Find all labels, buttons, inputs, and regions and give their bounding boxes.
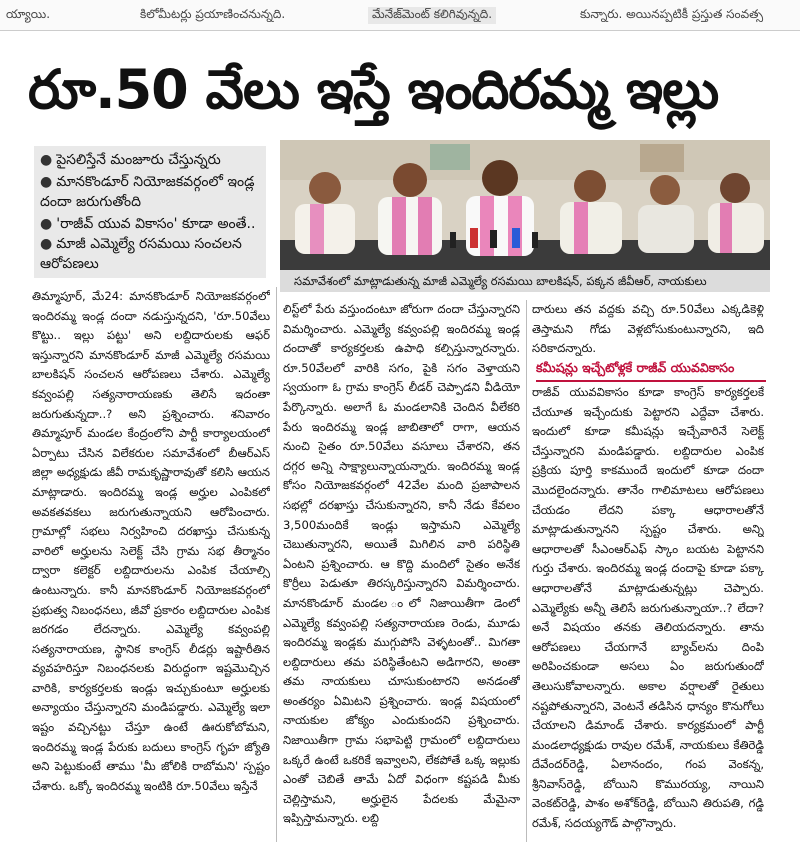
bullet-item: ● 'రాజీవ్ యువ వికాసం' కూడా అంతే.. ● మాజీ ఎమ్మెల్యే రసమయి సంచలన ఆరోపణలు — [40, 216, 256, 272]
article-text: తిమ్మాపూర్, మే24: మానకొండూర్ నియోజకవర్గంలో ఇందిరమ్మ ఇండ్ల దందా నడుస్తున్నదని, 'రూ.50వేలు కొట్టు.. ఇల్లు పట్టు' అని లబ్దిదారులకు ఆఫర్ ఇస్తున్నారని మానకొండూర్ మాజీ ఎమ్మెల్యే రసమయి బాలకిషన్ సంచలన ఆరోపణలు చేశారు. ఎమ్మెల్యే కవ్వంపల్లి సత్యనారాయణకు తెలిసే ఇదంతా జరుగుతున్నదా..? అని ప్రశ్నించారు. శనివారం తిమ్మాపూర్ మండల కేంద్రంలోని పార్టీ కార్యాలయంలో ఏర్పాటు చేసిన విలేకరుల సమావేశంలో బీఆర్ఎస్ జిల్లా అధ్యక్షుడు జీవీ రామకృష్ణారావుతో కలిసి ఆయన మాట్లాడారు. ఇందిరమ్మ ఇండ్ల అర్హుల ఎంపికలో అవకతవకలు జరుగుతున్నాయని ఆరోపించారు. గ్రామాల్లో సభలు నిర్వహించి దరఖాస్తు చేసుకున్న వారిలో అర్హులను సెలెక్ట్ చేసి గ్రామ సభ తీర్మానం ద్వారా కలెక్టర్ లబ్దిదారులను ఎంపిక చేయాల్సి ఉంటున్నారు. కానీ మానకొండూర్ నియోజకవర్గంలో ప్రభుత్వ నిబంధనలు, జీవో ప్రకారం లబ్దిదారుల ఎంపిక జరగడం లేదన్నారు. ఎమ్మెల్యే కవ్వంపల్లి సత్యనారాయణ, స్థానిక కాంగ్రెస్ లీడర్లు ఇష్టారీతిన వ్యవహరిస్తూ నిబంధనలకు విరుద్ధంగా ఇష్టమొచ్చిన వారికి, కార్యకర్తలకు ఇండ్లు ఇచ్చుకుంటూ అర్హులకు అన్యాయం చేస్తున్నారని మండిపడ్డారు. ఎమ్మెల్యే ఇలా ఇష్టం వచ్చినట్టు చేస్తూ ఉంటే ఊరుకోబోమని, ఇందిరమ్మ ఇండ్ల పేరుకు బదులు కాంగ్రెస్ గృహ జ్యోతి అని పెట్టుకుంటే తాము 'మీ జోలికి రాబోమని' స్పష్టం చేశారు. ఒక్కో ఇందిరమ్మ ఇంటికి రూ.50వేలు ఇస్తేనే — [32, 289, 270, 793]
bullet-item: ● పైసలిస్తేనే మంజూరు చేస్తున్నరు — [40, 152, 221, 168]
bullet-item: ● మానకొండూర్ నియోజకవర్గంలో ఇండ్ల దందా జరుగుతోంది — [40, 174, 255, 210]
article-column-1 — [32, 287, 270, 842]
highlight-box — [34, 146, 266, 278]
subheading: కమీషన్లు ఇచ్చేటోళ్లకే రాజీవ్ యువవికాసం — [536, 360, 735, 375]
press-meet-photo — [280, 140, 770, 270]
bullet-icon: ● — [40, 236, 53, 252]
article-text: లిస్ట్‌లో పేరు వస్తుందంటూ జోరుగా దందా చేస్తున్నారని విమర్శించారు. ఎమ్మెల్యే కవ్వంపల్లి ఇందిరమ్మ ఇండ్ల దందాతో కార్యకర్తలకు ఉపాధి కల్పిస్తున్నారన్నారు. రూ.50వేలలో వారికి సగం, పైకి సగం వెళ్తాయని స్వయంగా ఓ గ్రామ కాంగ్రెస్ లీడర్ చెప్పాడని వీడియో పేర్కొన్నారు. అలాగే ఓ మండలానికి చెందిన వీలేకరి పేరు ఇందిరమ్మ ఇండ్ల జాబితాలో రాగా, ఆయన నుంచి సైతం రూ.50వేలు వసూలు చేశారని, తన దగ్గర అన్ని సాక్ష్యాలున్నాయన్నారు. ఇందిరమ్మ ఇండ్ల కోసం నియోజకవర్గంలో 42వేల మంది ప్రజాపాలన సభల్లో దరఖాస్తు చేసుకున్నారని, కానీ నేడు కేవలం 3,500మందికే ఇండ్లు ఇస్తామని ఎమ్మెల్యే చెబుతున్నారని, అయితే మిగిలిన వారి పరిస్థితి ఏంటని ప్రశ్నించారు. ఆ కొద్ది మందిలో సైతం అనేక కొర్రీలు పెడుతూ తిరస్కరిస్తున్నారని విమర్శించారు. మానకొండూర్ మండల ంలో నిజాయితీగా డెంలో ఎమ్మెల్యే కవ్వంపల్లి సత్యనారాయణ రెండు, మూడు ఇందిరమ్మ ఇండ్లకు ముగ్గుపోసి వెళ్ళటంతో.. మిగతా లబ్దిదారులు తమ పరిస్థితేంటని అడిగారని, అంతా తమ నాయకులు చూసుకుంటారని అనడంతో అంతర్యం ఏమిటని ప్రశ్నించారు. ఇండ్ల విషయంలో నాయకుల జోక్యం ఎందుకుందని ప్రశ్నించారు. నిజాయితీగా గ్రామ సభాపెట్టి గ్రామంలో లబ్దిదారులు ఒక్కరే ఉంటే ఒకరికే ఇవ్వాలని, లేకపోతే ఒక్క ఇల్లుకు ఎంతో చెబితే తామే ఏదో విధంగా కష్టపడి మీకు చెల్లిస్తామని, అర్హులైన పేదలకు మేమైనా ఇప్పిస్తామన్నారు. లబ్ది — [283, 302, 520, 826]
bullet-icon: ● — [40, 174, 53, 190]
article-column-2 — [283, 300, 520, 842]
subheading-underline — [536, 380, 766, 382]
article-text: దారులు తన వద్దకు వచ్చి రూ.50వేలు ఎక్కడికెళ్లి తెస్తామని గోడు వెళ్లబోసుకుంటున్నారని, ఇది సరికాదన్నారు. — [532, 302, 764, 356]
top-strip — [0, 0, 800, 31]
strip-text-1: య్యాయి. — [6, 7, 51, 21]
column-divider — [526, 300, 527, 842]
column-divider — [276, 287, 277, 842]
headline: రూ.50 వేలు ఇస్తే ఇందిరమ్మ ఇల్లు — [28, 58, 719, 121]
strip-text-2: కిలోమీటర్లు ప్రయాణించనున్నది. — [140, 7, 286, 21]
photo-illustration — [280, 140, 770, 270]
bullet-icon: ● — [40, 216, 53, 232]
photo-caption: సమావేశంలో మాట్లాడుతున్న మాజీ ఎమ్మెల్యే రసమయి బాలకిషన్, పక్కన జీవీఆర్, నాయకులు — [280, 270, 770, 292]
article-text: రాజీవ్ యువవికాసం కూడా కాంగ్రెస్ కార్యకర్తలకే చేయూత ఇచ్చేందుకు పెట్టారని ఎద్దేవా చేశారు. ఇందులో కూడా కమీషన్లు ఇచ్చేవారినే సెలెక్ట్ చేస్తున్నారని మండిపడ్డారు. లబ్దిదారుల ఎంపిక ప్రక్రియ పూర్తి కాకముందే ఇందులో కూడా దందా మొదలైందన్నారు. తానేం గాలిమాటలు ఆరోపణలు చేయడం లేదని పక్కా ఆధారాలతోనే మాట్లాడుతున్నానని స్పష్టం చేశారు. అన్ని ఆధారాలతో సీఎంఆర్ఎఫ్ స్కాం బయట పెట్టానని గుర్తు చేశారు. ఇందిరమ్మ ఇండ్ల దందాపై కూడా పక్కా ఆధారాలతోనే మాట్లాడుతున్నట్లు చెప్పారు. ఎమ్మెల్యేకు అన్నీ తెలిసే జరుగుతున్నాయా..? లేదా? అనే విషయం తనకు తెలియదన్నారు. తాను ఆరోపణలు చేయగానే బ్యాచ్‌లను దింపి అరిపించకుండా అసలు ఏం జరుగుతుందో తెలుసుకోవాలన్నారు. అకాల వర్షాలతో రైతులు నష్టపోతున్నారని, వెంటనే తడిసిన ధాన్యం కొనుగోలు చేయాలని డిమాండ్ చేశారు. కార్యక్రమంలో పార్టీ మండలాధ్యక్షుడు రావుల రమేశ్, నాయకులు కేతిరెడ్డి దేవేందర్‌రెడ్డి, ఏలానందం, గంప వెంకన్న, శ్రీనివాస్‌రెడ్డి, బోయిని కొమురయ్య, నాయిని వెంకట్‌రెడ్డి, పాశం అశోక్‌రెడ్డి, బోయిని తిరుపతి, గడ్డి రమేశ్, సదయ్యగౌడ్ పాల్గొన్నారు. — [532, 385, 764, 831]
article-column-4 — [532, 383, 764, 842]
strip-text-3: మేనేజ్‌మెంట్ కలిగివున్నది. — [368, 7, 496, 24]
bullet-icon: ● — [40, 152, 53, 168]
strip-text-4: కున్నారు. అయినప్పటికీ ప్రస్తుత సంవత్స — [580, 7, 764, 21]
